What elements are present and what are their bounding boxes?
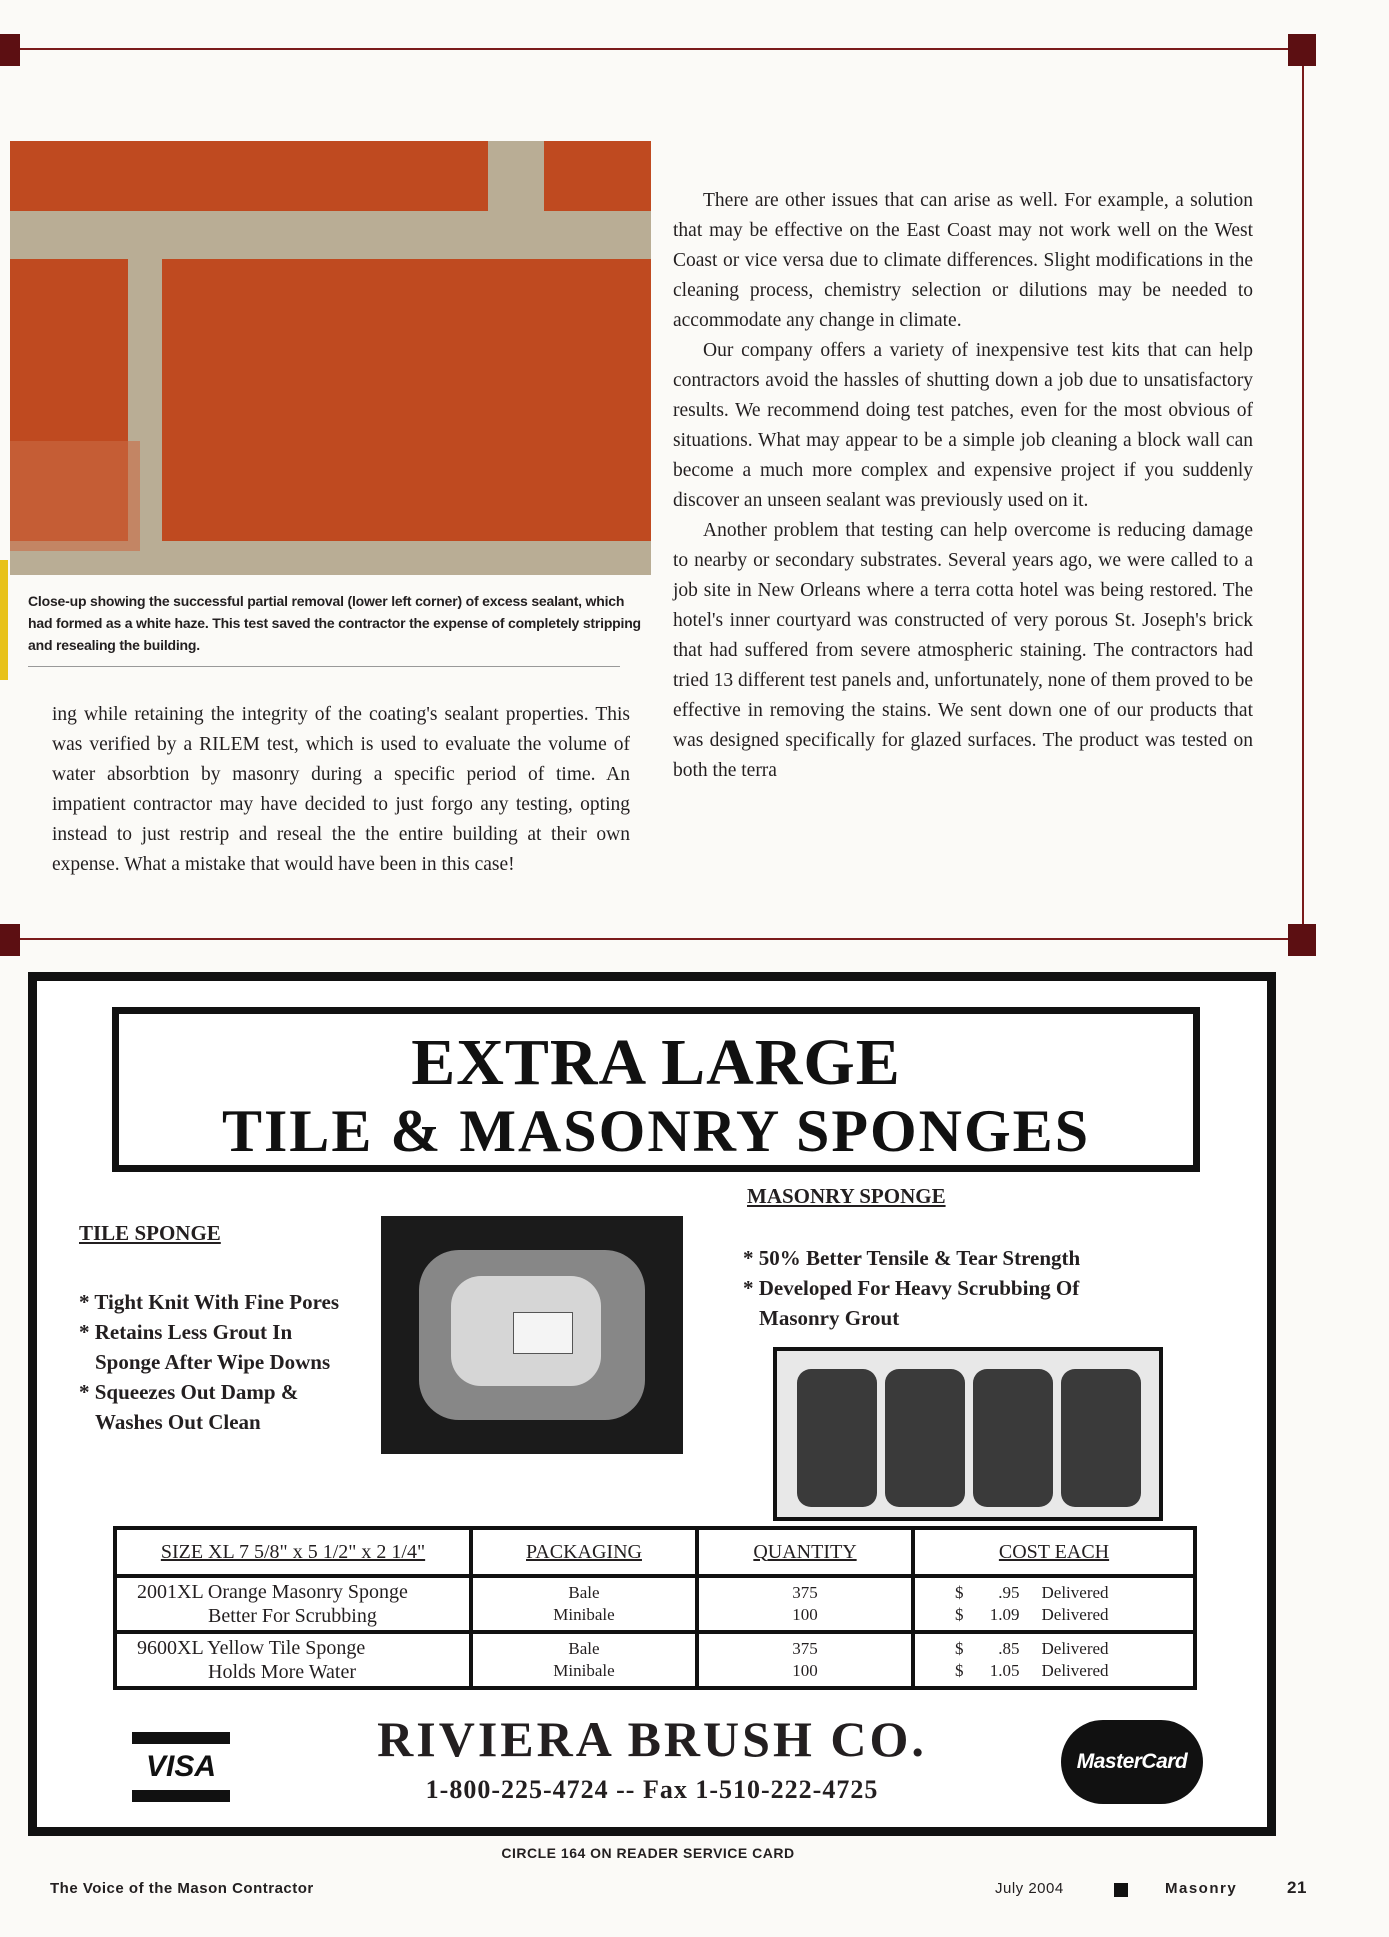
table-header-row — [115, 1528, 1195, 1576]
currency: $ — [955, 1661, 964, 1680]
packaging-cell — [471, 1632, 697, 1688]
visa-text: VISA — [145, 1750, 217, 1783]
cost-cell — [913, 1632, 1195, 1688]
tile-sponge-photo — [381, 1216, 683, 1454]
bullet: * Retains Less Grout In — [79, 1320, 293, 1344]
product-code: 9600XL Yellow Tile Sponge — [137, 1637, 366, 1659]
bullet: Washes Out Clean — [95, 1410, 261, 1434]
article-left-column — [52, 700, 630, 880]
table-row — [115, 1576, 1195, 1632]
delivered-label: Delivered — [1041, 1583, 1109, 1602]
packaging-value: Minibale — [553, 1661, 615, 1680]
caption-divider — [28, 666, 620, 667]
bullet: Masonry Grout — [759, 1306, 900, 1330]
mastercard-logo: MasterCard — [1061, 1720, 1203, 1804]
company-name: RIVIERA BRUSH CO. — [377, 1711, 927, 1767]
quantity-cell — [697, 1576, 913, 1632]
price-table — [113, 1526, 1197, 1690]
article-right-column — [673, 186, 1253, 786]
quantity-value: 100 — [792, 1605, 818, 1624]
currency: $ — [955, 1605, 964, 1624]
delivered-label: Delivered — [1041, 1605, 1109, 1624]
frame-bottom-rule — [0, 938, 1304, 940]
corner-square-top-right — [1288, 34, 1316, 66]
tile-sponge-bullets — [79, 1287, 339, 1437]
masonry-sponge-heading: MASONRY SPONGE — [747, 1184, 946, 1208]
product-cell — [115, 1576, 471, 1632]
ad-title-line1: EXTRA LARGE — [411, 1026, 901, 1099]
product-cell — [115, 1632, 471, 1688]
page-number: 21 — [1287, 1878, 1307, 1897]
packaging-value: Minibale — [553, 1605, 615, 1624]
quantity-value: 375 — [792, 1639, 818, 1658]
bullet: * Squeezes Out Damp & — [79, 1380, 299, 1404]
sponge-advertisement — [28, 972, 1276, 1836]
footer-tagline: The Voice of the Mason Contractor — [50, 1880, 314, 1897]
product-note: Holds More Water — [208, 1661, 356, 1683]
photo-caption: Close-up showing the successful partial removal (lower left corner) of excess sealant, which had formed as a white haze. This test saved the contractor the expense of completely stripping and resealing the building. — [28, 593, 641, 653]
reader-service-note: CIRCLE 164 ON READER SERVICE CARD — [501, 1845, 795, 1861]
currency: $ — [955, 1583, 964, 1602]
corner-square-top-left — [0, 34, 20, 66]
column-header: PACKAGING — [471, 1528, 697, 1576]
packaging-value: Bale — [568, 1583, 600, 1602]
packaging-cell — [471, 1576, 697, 1632]
column-header: QUANTITY — [697, 1528, 913, 1576]
frame-top-rule — [0, 48, 1304, 50]
masonry-sponge-photo — [773, 1347, 1163, 1521]
ad-title-box — [112, 1007, 1200, 1172]
footer-date: July 2004 — [995, 1880, 1064, 1897]
price-value: 1.09 — [989, 1605, 1020, 1624]
paragraph: ing while retaining the integrity of the coating's sealant properties. This was verified by a RILEM test, which is used to evaluate the volume of water absorbtion by masonry during a specific period of time. An impatient contractor may have decided to just forgo any testing, opting instead to just restrip and reseal the the entire building at their own expense. What a mistake that would have been in this case! — [52, 704, 630, 875]
brick-wall-photo — [10, 141, 651, 575]
paragraph: Another problem that testing can help overcome is reducing damage to nearby or secondary substrates. Several years ago, we were called to a job site in New Orleans where a terra cotta hotel was being restored. The hotel's inner courtyard was constructed of very porous St. Joseph's brick that had suffered from severe atmospheric staining. The contractors had tried 13 different test panels and, unfortunately, none of them proved to be effective in removing the stains. We sent down one of our products that was designed specifically for glazed surfaces. The product was tested on both the terra — [673, 520, 1253, 781]
delivered-label: Delivered — [1041, 1661, 1109, 1680]
quantity-value: 375 — [792, 1583, 818, 1602]
yellow-edge-tab — [0, 560, 8, 680]
column-header: COST EACH — [913, 1528, 1195, 1576]
currency: $ — [955, 1639, 964, 1658]
packaging-value: Bale — [568, 1639, 600, 1658]
bullet: * 50% Better Tensile & Tear Strength — [743, 1246, 1081, 1270]
price-value: 1.05 — [989, 1661, 1020, 1680]
ad-title-line2: TILE & MASONRY SPONGES — [221, 1098, 1091, 1164]
bullet: * Developed For Heavy Scrubbing Of — [743, 1276, 1080, 1300]
cost-cell — [913, 1576, 1195, 1632]
table-row — [115, 1632, 1195, 1688]
quantity-value: 100 — [792, 1661, 818, 1680]
product-note: Better For Scrubbing — [208, 1605, 377, 1627]
paragraph: There are other issues that can arise as well. For example, a solution that may be effective on the East Coast may not work well on the West Coast or vice versa due to climate differences. Slight modifications in the cleaning process, chemistry selection or dilutions may be needed to accommodate any change in climate. — [673, 190, 1253, 331]
frame-right-rule — [1302, 48, 1304, 940]
price-value: .95 — [998, 1583, 1020, 1602]
paragraph: Our company offers a variety of inexpensive test kits that can help contractors avoid the hassles of shutting down a job due to unsatisfactory results. We recommend doing test patches, even for the most obvious of situations. What may appear to be a simple job cleaning a block wall can become a much more complex and expensive project if you suddenly discover an unseen sealant was previously used on it. — [673, 340, 1253, 511]
bullet: * Tight Knit With Fine Pores — [79, 1290, 340, 1314]
delivered-label: Delivered — [1041, 1639, 1109, 1658]
price-value: .85 — [998, 1639, 1020, 1658]
corner-square-bottom-right — [1288, 924, 1316, 956]
quantity-cell — [697, 1632, 913, 1688]
column-header: SIZE XL 7 5/8" x 5 1/2" x 2 1/4" — [115, 1528, 471, 1576]
corner-square-bottom-left — [0, 924, 20, 956]
company-phone: 1-800-225-4724 -- Fax 1-510-222-4725 — [425, 1775, 879, 1804]
bullet: Sponge After Wipe Downs — [95, 1350, 331, 1374]
footer-magazine: Masonry — [1165, 1880, 1238, 1897]
footer-square-icon — [1114, 1883, 1128, 1897]
product-code: 2001XL Orange Masonry Sponge — [137, 1581, 408, 1603]
tile-sponge-heading: TILE SPONGE — [79, 1221, 221, 1245]
masonry-sponge-bullets — [743, 1243, 1080, 1333]
